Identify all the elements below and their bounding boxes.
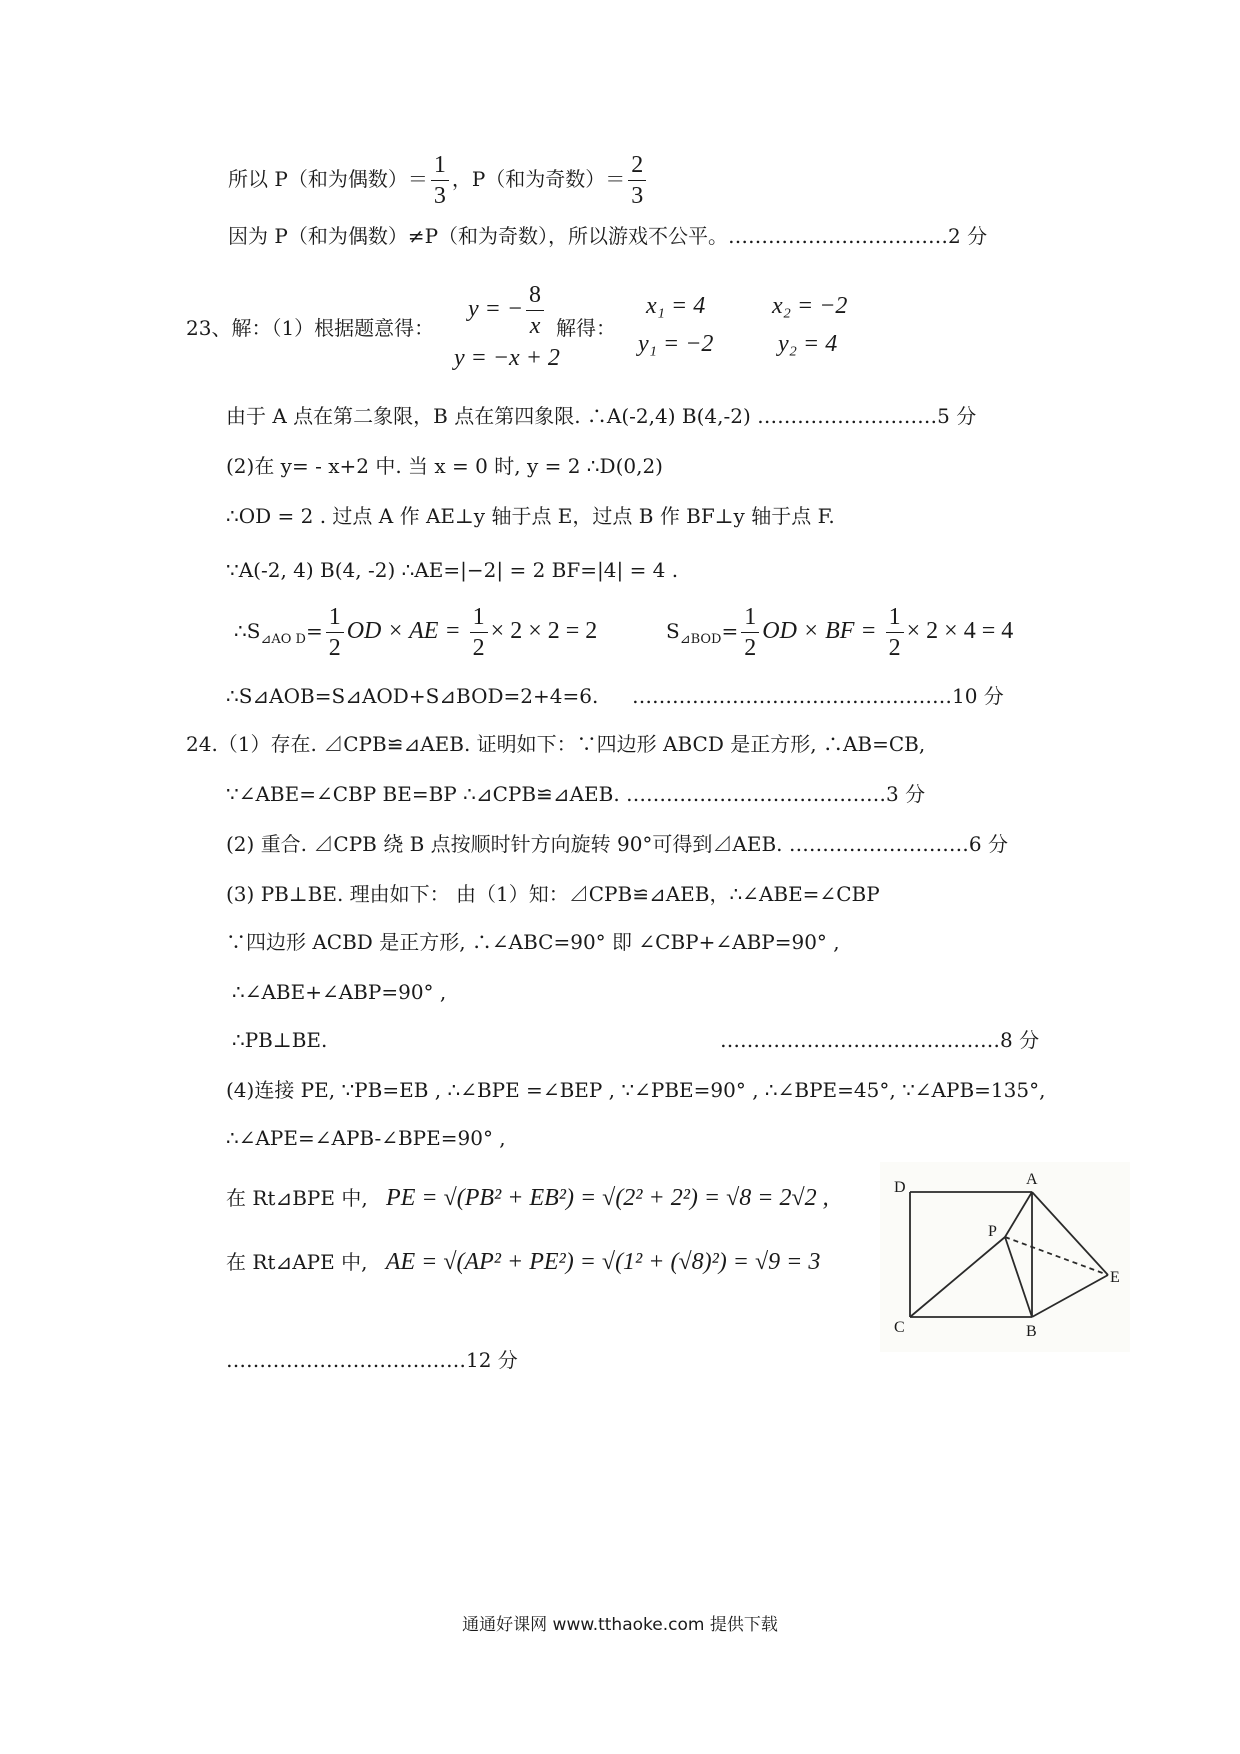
edge-CP [910, 1237, 1005, 1317]
label-A: A [1026, 1171, 1038, 1188]
s23-line3: 由于 A 点在第二象限，B 点在第四象限. ∴A(-2,4) B(4,-2) ………………………5 分 [226, 404, 977, 428]
label-P: P [988, 1223, 997, 1240]
s23-line5: ∴OD = 2 . 过点 A 作 AE⊥y 轴于点 E，过点 B 作 BF⊥y 轴于点 F. [226, 504, 835, 528]
edge-PE-dashed [1005, 1237, 1108, 1275]
square-figure [880, 1162, 1130, 1352]
s24-line1: 24.（1）存在. ⊿CPB≌⊿AEB. 证明如下：∵四边形 ABCD 是正方形, ∴AB=CB, [186, 732, 926, 756]
s23-line7b: $S_{⊿BOD}=$ $\frac{1}{2}$ OD × BF = $\frac{1}{2}$ × 2 × 4 = 4 [666, 604, 1014, 661]
s23-line6: ∵A(-2, 4) B(4, -2) ∴AE=|−2| = 2 BF=|4| = 4 . [226, 558, 679, 582]
s22-line1-mid: ，P（和为奇数）＝ [451, 167, 626, 191]
s23-x2: x₂ = −2 [772, 293, 848, 319]
s24-line10: 在 Rt⊿BPE 中, PE = √(PB² + EB²) = √(2² + 2²) = √8 = 2√2 , [226, 1185, 829, 1211]
s24-line7-score: ……………………………………8 分 [720, 1028, 1040, 1052]
page-footer: 通通好课网 www.tthaoke.com 提供下载 [462, 1615, 778, 1635]
fraction-two-thirds: $\frac{2}{3}$ [628, 150, 646, 211]
s23-solved-label: 解得： [556, 316, 616, 340]
s24-line3: (2) 重合. ⊿CPB 绕 B 点按顺时针方向旋转 90°可得到⊿AEB. ………………………6 分 [226, 832, 1008, 856]
s23-label: 23、解：（1）根据题意得： [186, 316, 435, 340]
edge-BE [1032, 1275, 1108, 1317]
s24-line2: ∵∠ABE=∠CBP BE=BP ∴⊿CPB≌⊿AEB. …………………………………3 分 [226, 782, 926, 806]
fraction-one-half: $\frac{1}{2}$ [741, 602, 759, 663]
s22-line1-pre: 所以 P（和为偶数）＝ [228, 167, 428, 191]
fraction-one-third: $\frac{1}{3}$ [431, 150, 449, 211]
s24-line5: ∵四边形 ACBD 是正方形, ∴∠ABC=90° 即 ∠CBP+∠ABP=90° , [226, 930, 840, 954]
fraction-eight-over-x: $\frac{8}{x}$ [526, 280, 544, 341]
s24-line7: ∴PB⊥BE. [232, 1028, 328, 1052]
edge-AE [1032, 1192, 1108, 1275]
s24-line6: ∴∠ABE+∠ABP=90° , [232, 980, 447, 1004]
edge-BP [1005, 1237, 1032, 1317]
s23-y2: y₂ = 4 [778, 331, 838, 357]
s23-eq2: y = −x + 2 [454, 345, 560, 371]
s24-line12: ………………………………12 分 [226, 1348, 518, 1372]
label-E: E [1110, 1269, 1120, 1286]
fraction-one-half: $\frac{1}{2}$ [886, 602, 904, 663]
edge-AP [1005, 1192, 1032, 1237]
s24-line4: (3) PB⊥BE. 理由如下： 由（1）知：⊿CPB≌⊿AEB，∴∠ABE=∠CBP [226, 882, 880, 906]
label-B: B [1026, 1323, 1037, 1340]
s23-line7a: $\therefore S_{⊿AO D}=$ $\frac{1}{2}$ OD × AE = $\frac{1}{2}$ × 2 × 2 = 2 [234, 604, 598, 661]
s23-x1: x₁ = 4 [646, 293, 706, 319]
s24-line11: 在 Rt⊿APE 中, AE = √(AP² + PE²) = √(1² + (√8)²) = √9 = 3 [226, 1249, 821, 1275]
s24-line9: ∴∠APE=∠APB-∠BPE=90° , [226, 1126, 506, 1150]
s24-line8: (4)连接 PE, ∵PB=EB , ∴∠BPE =∠BEP , ∵∠PBE=90° , ∴∠BPE=45°, ∵∠APB=135°, [226, 1078, 1046, 1102]
s22-line1 [228, 150, 649, 216]
label-C: C [894, 1319, 905, 1336]
fraction-one-half: $\frac{1}{2}$ [326, 602, 344, 663]
fraction-one-half: $\frac{1}{2}$ [470, 602, 488, 663]
s23-y1: y₁ = −2 [638, 331, 714, 357]
s23-line8-score: …………………………………………10 分 [632, 684, 1004, 708]
s22-line2: 因为 P（和为偶数）≠P（和为奇数），所以游戏不公平。……………………………2 分 [228, 224, 988, 248]
label-D: D [894, 1179, 906, 1196]
s23-line8: ∴S⊿AOB=S⊿AOD+S⊿BOD=2+4=6. [226, 684, 599, 708]
s23-eq1: y = − $\frac{8}{x}$ [468, 280, 547, 352]
s23-line4: (2)在 y= - x+2 中. 当 x = 0 时, y = 2 ∴D(0,2) [226, 454, 663, 478]
